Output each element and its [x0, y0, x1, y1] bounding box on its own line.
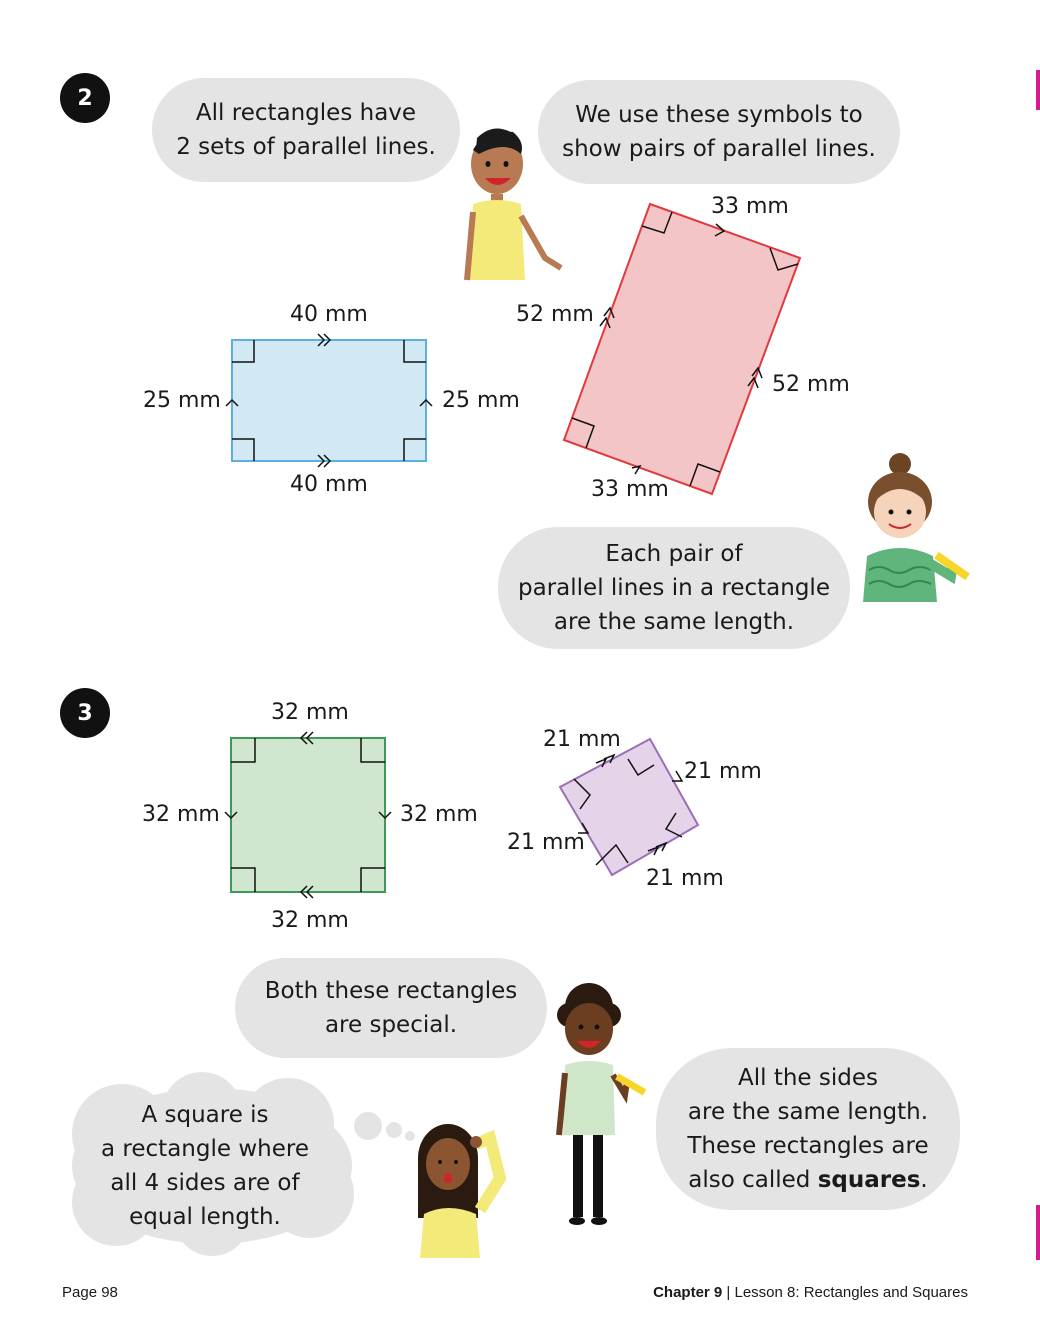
page-edge-tab: [1036, 70, 1040, 110]
purple-square-left-length: 21 mm: [507, 830, 585, 855]
bubble-line: A square is: [141, 1102, 269, 1128]
purple-square-right-length: 21 mm: [684, 759, 762, 784]
chapter-lesson-footer: [653, 1284, 968, 1301]
green-square-right-length: 32 mm: [400, 802, 478, 827]
page-edge-tab: [1036, 1205, 1040, 1260]
green-square-bottom-length: 32 mm: [271, 908, 349, 933]
lesson-title: Lesson 8: Rectangles and Squares: [734, 1284, 968, 1301]
bubble-line: equal length.: [129, 1204, 281, 1230]
blue-rect-bottom-length: 40 mm: [290, 472, 368, 497]
pink-rect-left-length: 52 mm: [516, 302, 594, 327]
boy-character-illustration: [455, 120, 575, 280]
question-number-badge: 3: [60, 688, 110, 738]
green-square-left-length: 32 mm: [142, 802, 220, 827]
purple-square-bottom-length: 21 mm: [646, 866, 724, 891]
speech-bubble-symbols: [538, 80, 900, 184]
pink-rect-bottom-length: 33 mm: [591, 477, 669, 502]
pink-rectangle-shape: [560, 200, 820, 500]
bubble-line: Both these rectangles: [264, 978, 518, 1004]
girl-with-ruler-illustration: [855, 452, 975, 602]
green-square-top-length: 32 mm: [271, 700, 349, 725]
purple-square-shape: [556, 735, 706, 885]
bold-term-squares: squares: [817, 1167, 921, 1193]
bubble-line: All the sides: [738, 1065, 878, 1091]
speech-bubble-same-length: [498, 527, 850, 649]
pink-rect-top-length: 33 mm: [711, 194, 789, 219]
bubble-line: 2 sets of parallel lines.: [176, 134, 436, 160]
page-number: Page 98: [62, 1284, 118, 1301]
bubble-line: are the same length.: [687, 1099, 929, 1125]
bubble-line: are the same length.: [553, 609, 795, 635]
bubble-line: These rectangles are: [687, 1133, 929, 1159]
bubble-line: parallel lines in a rectangle: [518, 575, 830, 601]
blue-rect-right-length: 25 mm: [442, 388, 520, 413]
bubble-line: All rectangles have: [195, 100, 417, 126]
bubble-text: also called: [688, 1167, 818, 1193]
speech-bubble-special: [235, 958, 547, 1058]
chapter-label: Chapter 9: [653, 1284, 723, 1301]
blue-rect-top-length: 40 mm: [290, 302, 368, 327]
green-square-shape: [229, 736, 389, 896]
pink-rect-right-length: 52 mm: [772, 372, 850, 397]
bubble-line: are special.: [324, 1012, 458, 1038]
bubble-line: We use these symbols to: [575, 102, 863, 128]
footer-separator: |: [722, 1284, 735, 1301]
curly-haired-boy-illustration: [545, 985, 645, 1225]
speech-bubble-parallel-sets: [152, 78, 460, 182]
bubble-line: all 4 sides are of: [110, 1170, 300, 1196]
thinking-girl-illustration: [410, 1118, 510, 1258]
bubble-line: show pairs of parallel lines.: [562, 136, 876, 162]
blue-rectangle-shape: [230, 338, 430, 468]
thought-bubble-text: [80, 1094, 330, 1238]
bubble-line: Each pair of: [605, 541, 743, 567]
purple-square-top-length: 21 mm: [543, 727, 621, 752]
question-number-badge: 2: [60, 73, 110, 123]
speech-bubble-squares: [656, 1048, 960, 1210]
bubble-line-with-bold: [656, 1163, 960, 1197]
blue-rect-left-length: 25 mm: [143, 388, 221, 413]
bubble-text: .: [920, 1167, 928, 1193]
bubble-line: a rectangle where: [101, 1136, 309, 1162]
